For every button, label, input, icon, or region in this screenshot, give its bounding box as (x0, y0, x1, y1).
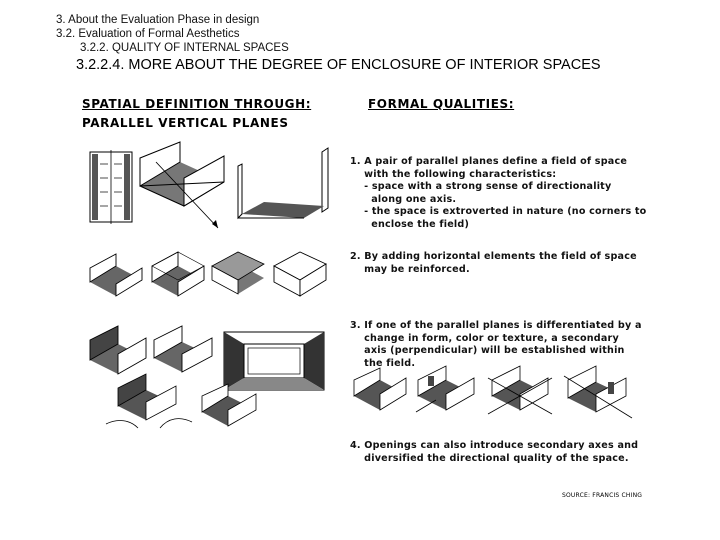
horizontal-element-sketch-2 (148, 250, 208, 302)
source-credit: SOURCE: FRANCIS CHING (562, 492, 643, 499)
slide-title: 3.2.2.4. MORE ABOUT THE DEGREE OF ENCLOSURE OF INTERIOR SPACES (76, 57, 601, 73)
breadcrumb-level-1: 3. About the Evaluation Phase in design (56, 14, 260, 26)
left-heading: SPATIAL DEFINITION THROUGH: (82, 97, 312, 111)
scanned-plate (78, 92, 647, 512)
secondary-axis-sketch-1 (104, 378, 194, 432)
differentiated-plane-sketch-1 (86, 324, 150, 384)
room-interior-sketch (222, 330, 326, 392)
plan-diagram-sketch (88, 150, 134, 224)
horizontal-element-sketch-1 (86, 250, 146, 302)
opening-sketch-2 (414, 368, 480, 418)
parallel-walls-floor-sketch (234, 146, 330, 222)
formal-quality-4: 4. Openings can also introduce secondary axes and diversified the directional quality of the space. (350, 440, 639, 464)
horizontal-element-sketch-4 (270, 250, 330, 302)
horizontal-element-sketch-3 (208, 250, 268, 302)
left-subheading: PARALLEL VERTICAL PLANES (82, 116, 289, 130)
opening-sketch-4 (562, 368, 634, 422)
formal-quality-1: 1. A pair of parallel planes define a field of space with the following characteristics: - space with a strong sense of directionality along one axis. - the space is extroverted in nature (no corners to enclose the field) (350, 156, 647, 230)
parallel-planes-axis-sketch (138, 148, 234, 232)
opening-sketch-1 (350, 370, 410, 416)
breadcrumb-level-2: 3.2. Evaluation of Formal Aesthetics (56, 28, 240, 40)
differentiated-plane-sketch-2 (150, 328, 218, 384)
formal-quality-2: 2. By adding horizontal elements the field of space may be reinforced. (350, 251, 637, 275)
formal-quality-3: 3. If one of the parallel planes is differentiated by a change in form, color or texture, a secondary axis (perpendicular) will be established within the field. (350, 320, 642, 369)
opening-sketch-3 (486, 368, 556, 420)
right-heading: FORMAL QUALITIES: (368, 97, 515, 111)
breadcrumb-level-3: 3.2.2. QUALITY OF INTERNAL SPACES (80, 42, 289, 54)
secondary-axis-sketch-2 (198, 388, 260, 432)
